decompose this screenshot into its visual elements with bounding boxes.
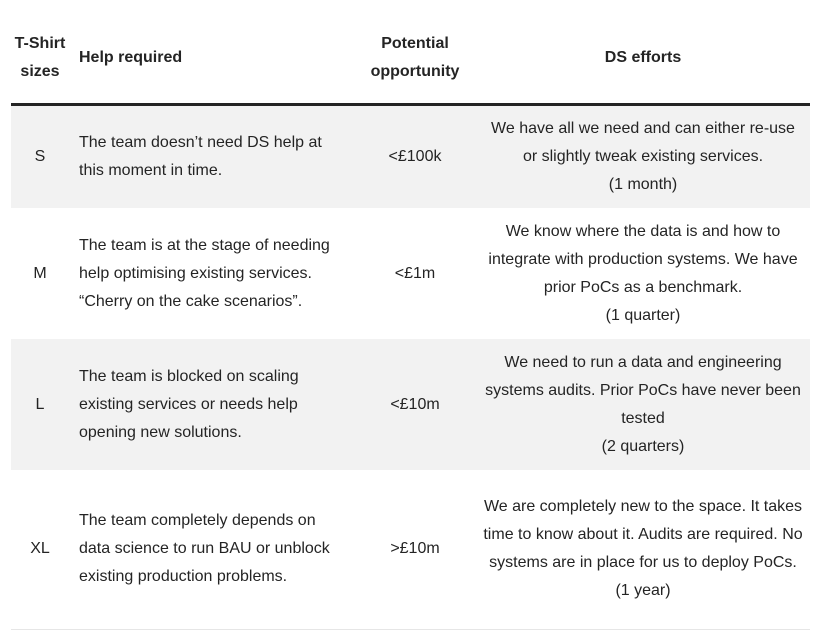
cell-potential-opportunity: >£10m (354, 470, 476, 629)
cell-potential-opportunity: <£10m (354, 339, 476, 470)
ds-efforts-description: We are completely new to the space. It takes time to know about it. Audits are required. No systems are in place for us to deploy PoCs. (483, 498, 803, 572)
table-body (11, 104, 810, 629)
ds-efforts-description: We have all we need and can either re-use or slightly tweak existing services. (491, 119, 795, 165)
ds-efforts-duration: (1 month) (608, 175, 678, 193)
ds-efforts-duration: (1 year) (615, 582, 671, 600)
cell-potential-opportunity: <£100k (354, 104, 476, 208)
header-help-required: Help required (69, 12, 354, 104)
ds-efforts-duration: (1 quarter) (605, 306, 681, 324)
ds-efforts-description: We know where the data is and how to integrate with production systems. We have prior PoCs as a benchmark. (488, 222, 798, 296)
header-row (11, 12, 810, 104)
table-row (11, 208, 810, 339)
cell-help-required: The team doesn’t need DS help at this moment in time. (69, 104, 354, 208)
table-row (11, 470, 810, 629)
cell-ds-efforts (476, 339, 810, 470)
cell-potential-opportunity: <£1m (394, 264, 436, 282)
cell-size: L (11, 339, 69, 470)
cell-help-required: The team is at the stage of needing help optimising existing services. “Cherry on the cake scenarios”. (79, 236, 330, 310)
cell-help-required: The team completely depends on data science to run BAU or unblock existing production problems. (69, 470, 354, 629)
header-potential-opportunity: Potential opportunity (354, 12, 476, 104)
cell-ds-efforts (476, 470, 810, 629)
cell-ds-efforts (476, 208, 810, 339)
tshirt-sizes-table (11, 12, 810, 630)
table-row (11, 104, 810, 208)
cell-size: M (33, 264, 47, 282)
table-row (11, 339, 810, 470)
cell-help-required: The team is blocked on scaling existing services or needs help opening new solutions. (69, 339, 354, 470)
table-header (11, 12, 810, 104)
header-size: T-Shirt sizes (11, 12, 69, 104)
ds-efforts-description: We need to run a data and engineering systems audits. Prior PoCs have never been tested (485, 353, 801, 427)
ds-efforts-duration: (2 quarters) (601, 437, 685, 455)
cell-size: S (11, 104, 69, 208)
header-ds-efforts: DS efforts (476, 12, 810, 104)
cell-size: XL (11, 470, 69, 629)
cell-ds-efforts (476, 104, 810, 208)
document-page (11, 0, 810, 643)
